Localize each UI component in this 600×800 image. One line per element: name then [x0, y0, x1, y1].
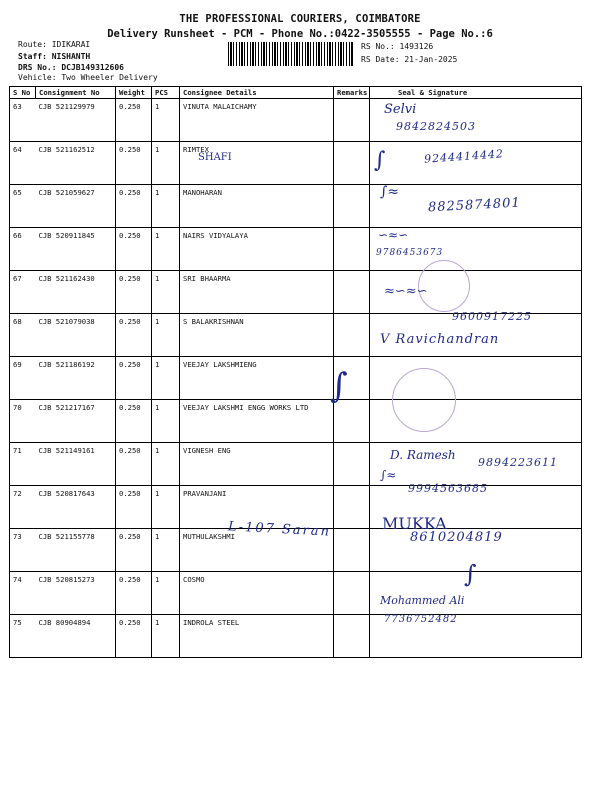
handwritten-phone: 8610204819 [410, 530, 503, 545]
handwritten-phone: 9842824503 [396, 120, 476, 133]
handwritten-phone: 7736752482 [384, 614, 458, 625]
cell-pcs: 1 [152, 271, 180, 314]
cell-sno: 66 [10, 228, 36, 271]
handwritten-phone: 9244414442 [423, 147, 505, 166]
table-row [10, 228, 582, 271]
cell-weight: 0.250 [116, 529, 152, 572]
cell-consignment: CJB 520817643 [36, 486, 116, 529]
cell-pcs: 1 [152, 357, 180, 400]
signature-scribble: ∫ [330, 366, 348, 406]
cell-weight: 0.250 [116, 271, 152, 314]
cell-consignee: VIGNESH ENG [180, 443, 334, 486]
cell-signature [370, 142, 582, 185]
signature-scribble: ∫≈ [380, 468, 397, 482]
handwritten-phone: 9600917225 [452, 310, 532, 323]
cell-pcs: 1 [152, 486, 180, 529]
cell-remarks [334, 228, 370, 271]
col-weight: Weight [116, 87, 152, 99]
col-pcs: PCS [152, 87, 180, 99]
vehicle-label: Vehicle: Two Wheeler Delivery [18, 73, 158, 82]
cell-pcs: 1 [152, 228, 180, 271]
cell-sno: 64 [10, 142, 36, 185]
cell-pcs: 1 [152, 142, 180, 185]
table-header-row [10, 87, 582, 99]
table-row [10, 99, 582, 142]
cell-sno: 73 [10, 529, 36, 572]
cell-consignee: PRAVANJANI [180, 486, 334, 529]
table-row [10, 615, 582, 658]
cell-pcs: 1 [152, 400, 180, 443]
cell-pcs: 1 [152, 615, 180, 658]
cell-sno: 67 [10, 271, 36, 314]
cell-sno: 71 [10, 443, 36, 486]
cell-consignee: MUTHULAKSHMI [180, 529, 334, 572]
cell-consignment: CJB 520911845 [36, 228, 116, 271]
cell-consignment: CJB 521162512 [36, 142, 116, 185]
cell-sno: 69 [10, 357, 36, 400]
table-row [10, 400, 582, 443]
cell-weight: 0.250 [116, 443, 152, 486]
cell-sno: 70 [10, 400, 36, 443]
cell-weight: 0.250 [116, 142, 152, 185]
table-row [10, 271, 582, 314]
handwritten-name: V Ravichandran [380, 332, 500, 347]
cell-pcs: 1 [152, 185, 180, 228]
document-subtitle: Delivery Runsheet - PCM - Phone No.:0422-3505555 - Page No.:6 [107, 28, 493, 40]
cell-remarks [334, 142, 370, 185]
cell-weight: 0.250 [116, 400, 152, 443]
cell-weight: 0.250 [116, 99, 152, 142]
cell-consignee: COSMO [180, 572, 334, 615]
barcode [228, 42, 353, 66]
cell-consignee: VINUTA MALAICHAMY [180, 99, 334, 142]
col-signature: Seal & Signature [370, 87, 582, 99]
col-sno: S No [10, 87, 36, 99]
cell-consignee: NAIRS VIDYALAYA [180, 228, 334, 271]
table-row [10, 357, 582, 400]
cell-consignment: CJB 521079038 [36, 314, 116, 357]
cell-remarks [334, 615, 370, 658]
cell-weight: 0.250 [116, 314, 152, 357]
stamp-mark [392, 368, 456, 432]
cell-remarks [334, 486, 370, 529]
cell-remarks [334, 271, 370, 314]
col-consignment: Consignment No [36, 87, 116, 99]
cell-remarks [334, 572, 370, 615]
drs-number: DRS No.: DCJB149312606 [18, 63, 124, 72]
cell-remarks [334, 185, 370, 228]
cell-sno: 72 [10, 486, 36, 529]
cell-pcs: 1 [152, 99, 180, 142]
cell-consignment: CJB 80904894 [36, 615, 116, 658]
cell-sno: 65 [10, 185, 36, 228]
cell-weight: 0.250 [116, 486, 152, 529]
handwritten-phone: 9786453673 [376, 248, 444, 258]
cell-consignee: SRI BHAARMA [180, 271, 334, 314]
cell-consignee: RIMTEX [180, 142, 334, 185]
cell-consignment: CJB 521155778 [36, 529, 116, 572]
route-label: Route: IDIKARAI [18, 40, 91, 49]
cell-consignment: CJB 521149161 [36, 443, 116, 486]
cell-consignee: VEEJAY LAKSHMI ENGG WORKS LTD [180, 400, 334, 443]
handwritten-name: MUKKA [382, 514, 447, 533]
handwritten-phone: 9894223611 [478, 456, 558, 469]
col-consignee: Consignee Details [180, 87, 334, 99]
staff-label: Staff: NISHANTH [18, 52, 91, 61]
cell-sno: 75 [10, 615, 36, 658]
handwritten-name: D. Ramesh [390, 448, 456, 462]
cell-remarks [334, 99, 370, 142]
handwritten-note: L-107 Saran [227, 519, 332, 540]
cell-weight: 0.250 [116, 572, 152, 615]
cell-remarks [334, 314, 370, 357]
cell-consignment: CJB 521217167 [36, 400, 116, 443]
signature-scribble: ∽≈∽ [378, 228, 409, 242]
cell-consignment: CJB 521186192 [36, 357, 116, 400]
signature-scribble: ∫ [464, 560, 477, 588]
cell-sno: 74 [10, 572, 36, 615]
handwritten-phone: 9994563685 [408, 482, 488, 495]
cell-consignee: VEEJAY LAKSHMIENG [180, 357, 334, 400]
handwritten-phone: 8825874801 [427, 195, 522, 216]
cell-pcs: 1 [152, 572, 180, 615]
signature-scribble: ∫≈ [380, 184, 400, 200]
cell-remarks [334, 529, 370, 572]
col-remarks: Remarks [334, 87, 370, 99]
cell-weight: 0.250 [116, 357, 152, 400]
cell-consignee: INDROLA STEEL [180, 615, 334, 658]
handwritten-name: Selvi [384, 102, 417, 117]
table-row [10, 572, 582, 615]
rs-date: RS Date: 21-Jan-2025 [361, 55, 458, 64]
cell-weight: 0.250 [116, 615, 152, 658]
cell-pcs: 1 [152, 443, 180, 486]
handwritten-name: Mohammed Ali [380, 594, 465, 607]
cell-consignee: S BALAKRISHNAN [180, 314, 334, 357]
cell-sno: 68 [10, 314, 36, 357]
cell-consignment: CJB 521162430 [36, 271, 116, 314]
cell-weight: 0.250 [116, 228, 152, 271]
cell-remarks [334, 443, 370, 486]
cell-consignee: MANOHARAN [180, 185, 334, 228]
runsheet-table [9, 86, 582, 658]
cell-weight: 0.250 [116, 185, 152, 228]
cell-consignment: CJB 521059627 [36, 185, 116, 228]
handwritten-note: SHAFI [198, 152, 232, 163]
rs-number: RS No.: 1493126 [361, 42, 434, 51]
cell-pcs: 1 [152, 529, 180, 572]
cell-consignment: CJB 520815273 [36, 572, 116, 615]
signature-scribble: ≈∽≈∽ [384, 284, 428, 299]
cell-consignment: CJB 521129979 [36, 99, 116, 142]
cell-pcs: 1 [152, 314, 180, 357]
signature-scribble: ∫ [374, 148, 386, 173]
cell-sno: 63 [10, 99, 36, 142]
document-title: THE PROFESSIONAL COURIERS, COIMBATORE [179, 13, 421, 25]
